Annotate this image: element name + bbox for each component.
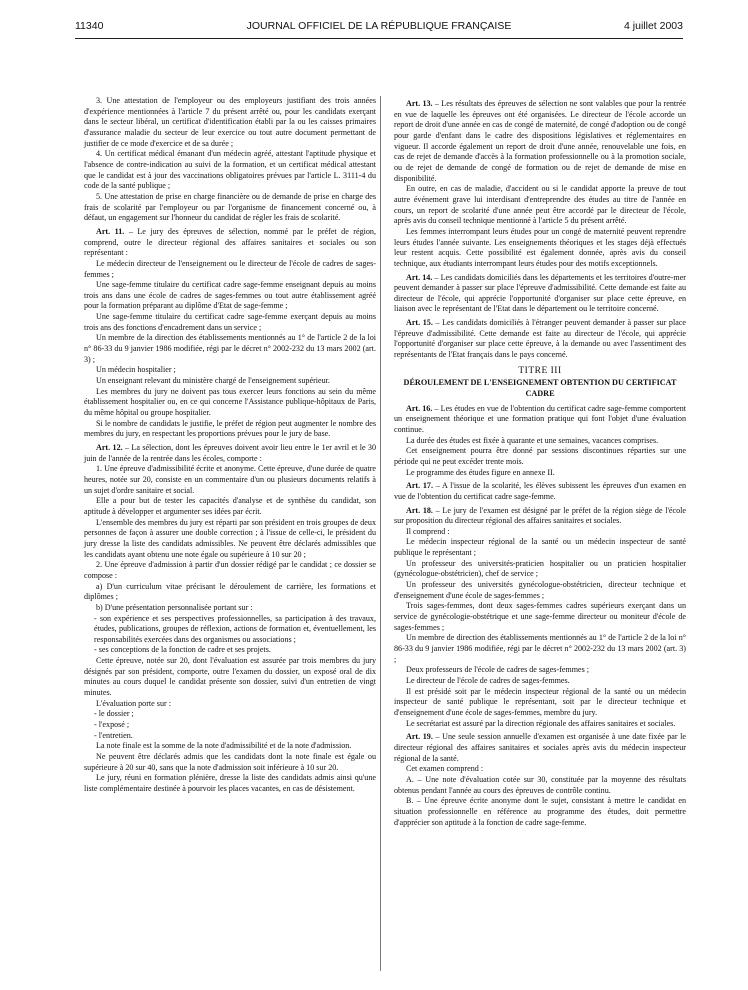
header-rule (75, 38, 683, 39)
paragraph (84, 752, 376, 773)
article-number: Art. 18. (406, 505, 433, 515)
paragraph-text: – Une seule session annuelle d'examen est organisée à une date fixée par le directeur régional des affaires sanitaires et sociales après avis du médecin inspecteur régional de la santé. (394, 732, 686, 763)
paragraph (394, 227, 686, 270)
paragraph-text: - le dossier ; (94, 709, 134, 719)
paragraph-text: Les femmes interrompant leurs études pour un congé de maternité peuvent reprendre leurs études l'année suivante. Les enseignements théoriques et les stages déjà effectués leur restent acquis. Cette possibilité est également donnée, après avis du conseil technique, aux étudiants interrompant leurs études pour des motifs exceptionnels. (394, 226, 686, 268)
article-number: Art. 14. (406, 272, 433, 282)
paragraph (394, 446, 686, 467)
right-column (394, 96, 686, 828)
paragraph-text: Il comprend : (406, 526, 450, 536)
article-paragraph (394, 99, 686, 184)
paragraph-text: Cet examen comprend : (406, 764, 484, 774)
paragraph-text: Le médecin inspecteur régional de la santé ou un médecin inspecteur de santé publique le représentant ; (394, 537, 686, 558)
paragraph (84, 259, 376, 280)
paragraph (84, 333, 376, 365)
paragraph-text: Cette épreuve, notée sur 20, dont l'évaluation est assurée par trois membres du jury désignés par son président, comporte, outre l'examen du dossier, un exposé oral de dix minutes au cours duquel le candidat présente son dossier, suivi d'un entretien de vingt minutes. (84, 656, 376, 698)
page-number: 11340 (75, 20, 104, 32)
paragraph (84, 365, 376, 376)
paragraph (394, 665, 686, 676)
paragraph (394, 764, 686, 775)
paragraph-text: Le secrétariat est assuré par la direction régionale des affaires sanitaires et sociales. (406, 718, 676, 728)
journal-title: JOURNAL OFFICIEL DE LA RÉPUBLIQUE FRANÇAISE (246, 20, 512, 32)
list-item (84, 614, 376, 646)
paragraph (394, 468, 686, 479)
paragraph (394, 184, 686, 227)
paragraph-text: Une sage-femme titulaire du certificat cadre sage-femme enseignant depuis au moins trois ans dans une école de cadres de sages-femmes ou tout autre établissement agréé pour la formation préparant au diplôme d'Etat de sage-femme ; (84, 280, 376, 311)
paragraph-text: – A l'issue de la scolarité, les élèves subissent les épreuves d'un examen en vue de l'obtention du certificat cadre sage-femme. (394, 481, 686, 501)
article-paragraph (394, 732, 686, 764)
paragraph-text: a) D'un curriculum vitae précisant le déroulement de carrière, les formations et diplômes ; (84, 581, 376, 602)
paragraph (84, 773, 376, 794)
paragraph (84, 560, 376, 581)
paragraph (84, 96, 376, 149)
paragraph-text: Un enseignant relevant du ministère chargé de l'enseignement supérieur. (96, 376, 330, 386)
paragraph (84, 192, 376, 224)
article-paragraph (394, 481, 686, 502)
paragraph-text: – Les candidats domiciliés dans les départements et les territoires d'outre-mer peuvent demander à passer sur place l'épreuve d'admissibilité. Cette demande est faite au directeur de l'école, qui apprécie l'opportunité d'organiser sur place cette épreuve, en liaison avec le représentant de l'Etat dans le département ou le territoire concerné. (394, 272, 686, 314)
paragraph (394, 775, 686, 796)
article-paragraph (394, 318, 686, 361)
column-divider (380, 96, 381, 971)
paragraph-text: – Les résultats des épreuves de sélection ne sont valables que pour la rentrée en vue de laquelle les épreuves ont été organisées. Le directeur de l'école accorde un report de droit d'une année en cas de congé de maternité, de congé d'adoption ou de congé pour garde d'enfant dans le cadre des dispositions législatives et réglementaires en vigueur. Il accorde également un report de droit d'une année, renouvelable une fois, en cas de rejet de demande d'accès à la formation professionnelle ou à la promotion sociale, ou de rejet de demande de congé de formation ou de rejet de demande de mise en disponibilité. (394, 99, 687, 183)
paragraph-text: – Les candidats domiciliés à l'étranger peuvent demander à passer sur place l'épreuve d'admissibilité. Cette demande est faite au directeur de l'école, qui apprécie l'opportunité d'organiser sur place cette épreuve, à la demande ou avec l'assentiment des représentants de l'Etat français dans le pays concerné. (394, 318, 687, 360)
paragraph (394, 796, 686, 828)
paragraph-text: Un médecin hospitalier ; (96, 365, 176, 375)
paragraph (84, 376, 376, 387)
paragraph-text: 4. Un certificat médical émanant d'un médecin agréé, attestant l'aptitude physique et l'absence de contre-indication au suivi de la formation, et un certificat médical attestant que le candidat est à jour des vaccinations obligatoires prévues par l'article L. 3111-4 du code de la santé publique ; (84, 149, 376, 191)
paragraph-text: b) D'une présentation personnalisée portant sur : (96, 602, 253, 612)
paragraph (84, 464, 376, 496)
paragraph-text: 2. Une épreuve d'admission à partir d'un dossier rédigé par le candidat ; ce dossier se compose : (84, 560, 376, 580)
article-number: Art. 17. (406, 481, 433, 491)
list-item (84, 709, 376, 720)
paragraph (394, 601, 686, 633)
article-number: Art. 13. (406, 99, 433, 108)
list-item (84, 720, 376, 731)
publication-date: 4 juillet 2003 (624, 20, 683, 32)
paragraph-text: Trois sages-femmes, dont deux sages-femmes cadres supérieurs exerçant dans un service de gynécologie-obstétrique et une sage-femme directeur ou moniteur d'école de sages-femmes ; (394, 601, 686, 632)
paragraph-text: En outre, en cas de maladie, d'accident ou si le candidat apporte la preuve de tout autre événement grave lui interdisant d'entreprendre des études au titre de l'année en cours, un report de scolarité d'une année peut être accordé par le directeur de l'école, après avis du conseil technique mentionné à l'article 5 du présent arrêté. (394, 184, 686, 226)
paragraph-text: Le jury, réuni en formation plénière, dresse la liste des candidats admis ainsi qu'une liste complémentaire destinée à pourvoir les places vacantes, en cas de désistement. (84, 773, 376, 793)
article-number: Art. 16. (406, 403, 433, 413)
paragraph (84, 518, 376, 561)
article-paragraph (84, 443, 376, 464)
paragraph (84, 699, 376, 710)
paragraph-text: L'ensemble des membres du jury est réparti par son président en trois groupes de deux personnes de façon à assurer une double correction ; à l'issue de celle-ci, le président du jury dresse la liste des candidats admissibles. Ne peuvent être déclarés admissibles que les candidats ayant obtenu une note égale ou supérieure à 10 sur 20 ; (84, 517, 376, 559)
paragraph-text: La note finale est la somme de la note d'admissibilité et de la note d'admission. (96, 741, 352, 751)
paragraph-text: B. – Une épreuve écrite anonyme dont le sujet, consistant à mettre le candidat en situation professionnelle en référence au programme des études, doit permettre d'apprécier son aptitude à la fonction de cadre sage-femme. (394, 796, 686, 827)
article-number: Art. 19. (406, 732, 433, 742)
article-paragraph (84, 227, 376, 259)
article-paragraph (394, 404, 686, 436)
paragraph (84, 312, 376, 333)
paragraph (84, 741, 376, 752)
paragraph-text: Les membres du jury ne doivent pas tous exercer leurs fonctions au sein du même établissement hospitalier ou, en ce qui concerne l'Assistance publique-hôpitaux de Paris, du même hôpital ou groupe hospitalier. (84, 386, 376, 418)
paragraph-text: A. – Une note d'évaluation cotée sur 30, constituée par la moyenne des résultats obtenus pendant l'année au cours des épreuves de contrôle continu. (394, 774, 686, 795)
paragraph (394, 633, 686, 665)
paragraph-text: L'évaluation porte sur : (96, 698, 171, 708)
paragraph (84, 387, 376, 419)
paragraph-text: – Les études en vue de l'obtention du certificat cadre sage-femme comportent un enseignement théorique et une formation pratique qui font l'objet d'une évaluation continue. (394, 403, 686, 434)
list-item (84, 645, 376, 656)
paragraph-text: Un professeur des universités gynécologue-obstétricien, directeur technique et d'enseignement d'une école de sages-femmes ; (394, 580, 686, 600)
paragraph-text: - son expérience et ses perspectives professionnelles, sa participation à des travaux, études, publications, groupes de réflexion, actions de formation et, éventuellement, les responsabilités exercées dans des organismes ou associations ; (94, 613, 376, 644)
paragraph (84, 149, 376, 192)
paragraph-text: Le programme des études figure en annexe II. (406, 467, 555, 477)
paragraph (394, 719, 686, 730)
title-heading: TITRE III (518, 365, 562, 376)
paragraph-text: Le directeur de l'école de cadres de sages-femmes. (406, 676, 570, 685)
paragraph (394, 559, 686, 580)
article-paragraph (394, 273, 686, 316)
paragraph (394, 527, 686, 538)
paragraph (84, 582, 376, 603)
paragraph (394, 687, 686, 719)
article-number: Art. 12. (96, 443, 123, 452)
paragraph (84, 280, 376, 312)
paragraph-text: – Le jury de l'examen est désigné par le préfet de la région siège de l'école sur proposition du directeur régional des affaires sanitaires et sociales. (394, 505, 687, 526)
paragraph (394, 676, 686, 687)
section-heading: DÉROULEMENT DE L'ENSEIGNEMENT OBTENTION DU CERTIFICAT CADRE (403, 378, 677, 398)
paragraph-text: Un professeur des universités-praticien hospitalier ou un praticien hospitalier (gynécologue-obstétricien), chef de service ; (394, 558, 686, 579)
paragraph-text: – Le jury des épreuves de sélection, nommé par le préfet de région, comprend, outre le directeur régional des affaires sanitaires et sociales ou son représentant : (84, 226, 376, 258)
paragraph (84, 603, 376, 614)
paragraph-text: 1. Une épreuve d'admissibilité écrite et anonyme. Cette épreuve, d'une durée de quatre heures, notée sur 20, consiste en un commentaire d'un ou plusieurs documents relatifs à un sujet d'ordre sanitaire et social. (84, 464, 376, 495)
paragraph-text: Une sage-femme titulaire du certificat cadre sage-femme exerçant depuis au moins trois ans des fonctions d'encadrement dans un service ; (84, 312, 376, 332)
paragraph (394, 436, 686, 447)
paragraph-text: Un membre de la direction des établissements mentionnés au 1° de l'article 2 de la loi n° 86-33 du 9 janvier 1986 modifiée, régi par le décret n° 2002-232 du 13 mars 2002 (art. 3) ; (84, 333, 376, 364)
paragraph-text: Si le nombre de candidats le justifie, le préfet de région peut augmenter le nombre des membres du jury, en respectant les proportions prévues pour le jury de base. (84, 418, 376, 439)
paragraph-text: 5. Une attestation de prise en charge financière ou de demande de prise en charge des frais de scolarité par l'employeur ou par l'organisme de financement concerné ou, à défaut, un engagement sur l'honneur du candidat de régler les frais de scolarité. (84, 191, 376, 223)
paragraph-text: 3. Une attestation de l'employeur ou des employeurs justifiant des trois années d'expérience mentionnées à l'article 7 du présent arrêté ou, pour les candidats exerçant dans le secteur libéral, un certificat d'identification établi par la ou les caisses primaires d'assurance maladie du secteur de leur exercice ou tout autre document permettant de justifier de ce mode d'exercice et de sa durée ; (84, 96, 376, 148)
article-paragraph (394, 506, 686, 527)
paragraph (84, 656, 376, 699)
paragraph-text: - l'exposé ; (94, 720, 130, 730)
paragraph-text: Cet enseignement pourra être donné par sessions discontinues réparties sur une période qui ne peut excéder trente mois. (394, 446, 686, 466)
paragraph (394, 580, 686, 601)
article-number: Art. 11. (96, 226, 125, 236)
paragraph-text: La durée des études est fixée à quarante et une semaines, vacances comprises. (406, 435, 659, 445)
paragraph-text: Ne peuvent être déclarés admis que les candidats dont la note finale est égale ou supérieure à 20 sur 40, sans que la note d'admission soit inférieure à 10 sur 20. (84, 752, 376, 772)
paragraph-text: Un membre de direction des établissements mentionnés au 1° de l'article 2 de la loi n° 86-33 du 9 janvier 1986 modifiée, régi par le décret n° 2002-232 du 13 mars 2002 (art. 3) ; (394, 633, 686, 664)
left-column (84, 96, 376, 795)
paragraph (84, 419, 376, 440)
list-item (84, 731, 376, 742)
paragraph-text: Il est présidé soit par le médecin inspecteur régional de la santé ou un médecin inspecteur de santé publique le représentant, soit par le directeur technique et d'enseignement d'une école de sages-femmes, membre du jury. (394, 686, 686, 717)
paragraph (394, 537, 686, 558)
paragraph-text: - ses conceptions de la fonction de cadre et ses projets. (94, 645, 271, 655)
page-header (75, 20, 683, 36)
paragraph-text: Deux professeurs de l'école de cadres de sages-femmes ; (406, 665, 590, 675)
paragraph-text: Le médecin directeur de l'enseignement ou le directeur de l'école de cadres de sages-femmes ; (84, 258, 376, 279)
paragraph-text: Elle a pour but de tester les capacités d'analyse et de synthèse du candidat, son aptitude à développer et argumenter ses idées par écrit. (84, 496, 376, 516)
article-number: Art. 15. (406, 318, 433, 328)
paragraph-text: - l'entretien. (94, 730, 133, 740)
paragraph (84, 496, 376, 517)
paragraph-text: – La sélection, dont les épreuves doivent avoir lieu entre le 1er avril et le 30 juin de l'année de la rentrée dans les écoles, comporte : (84, 443, 376, 463)
